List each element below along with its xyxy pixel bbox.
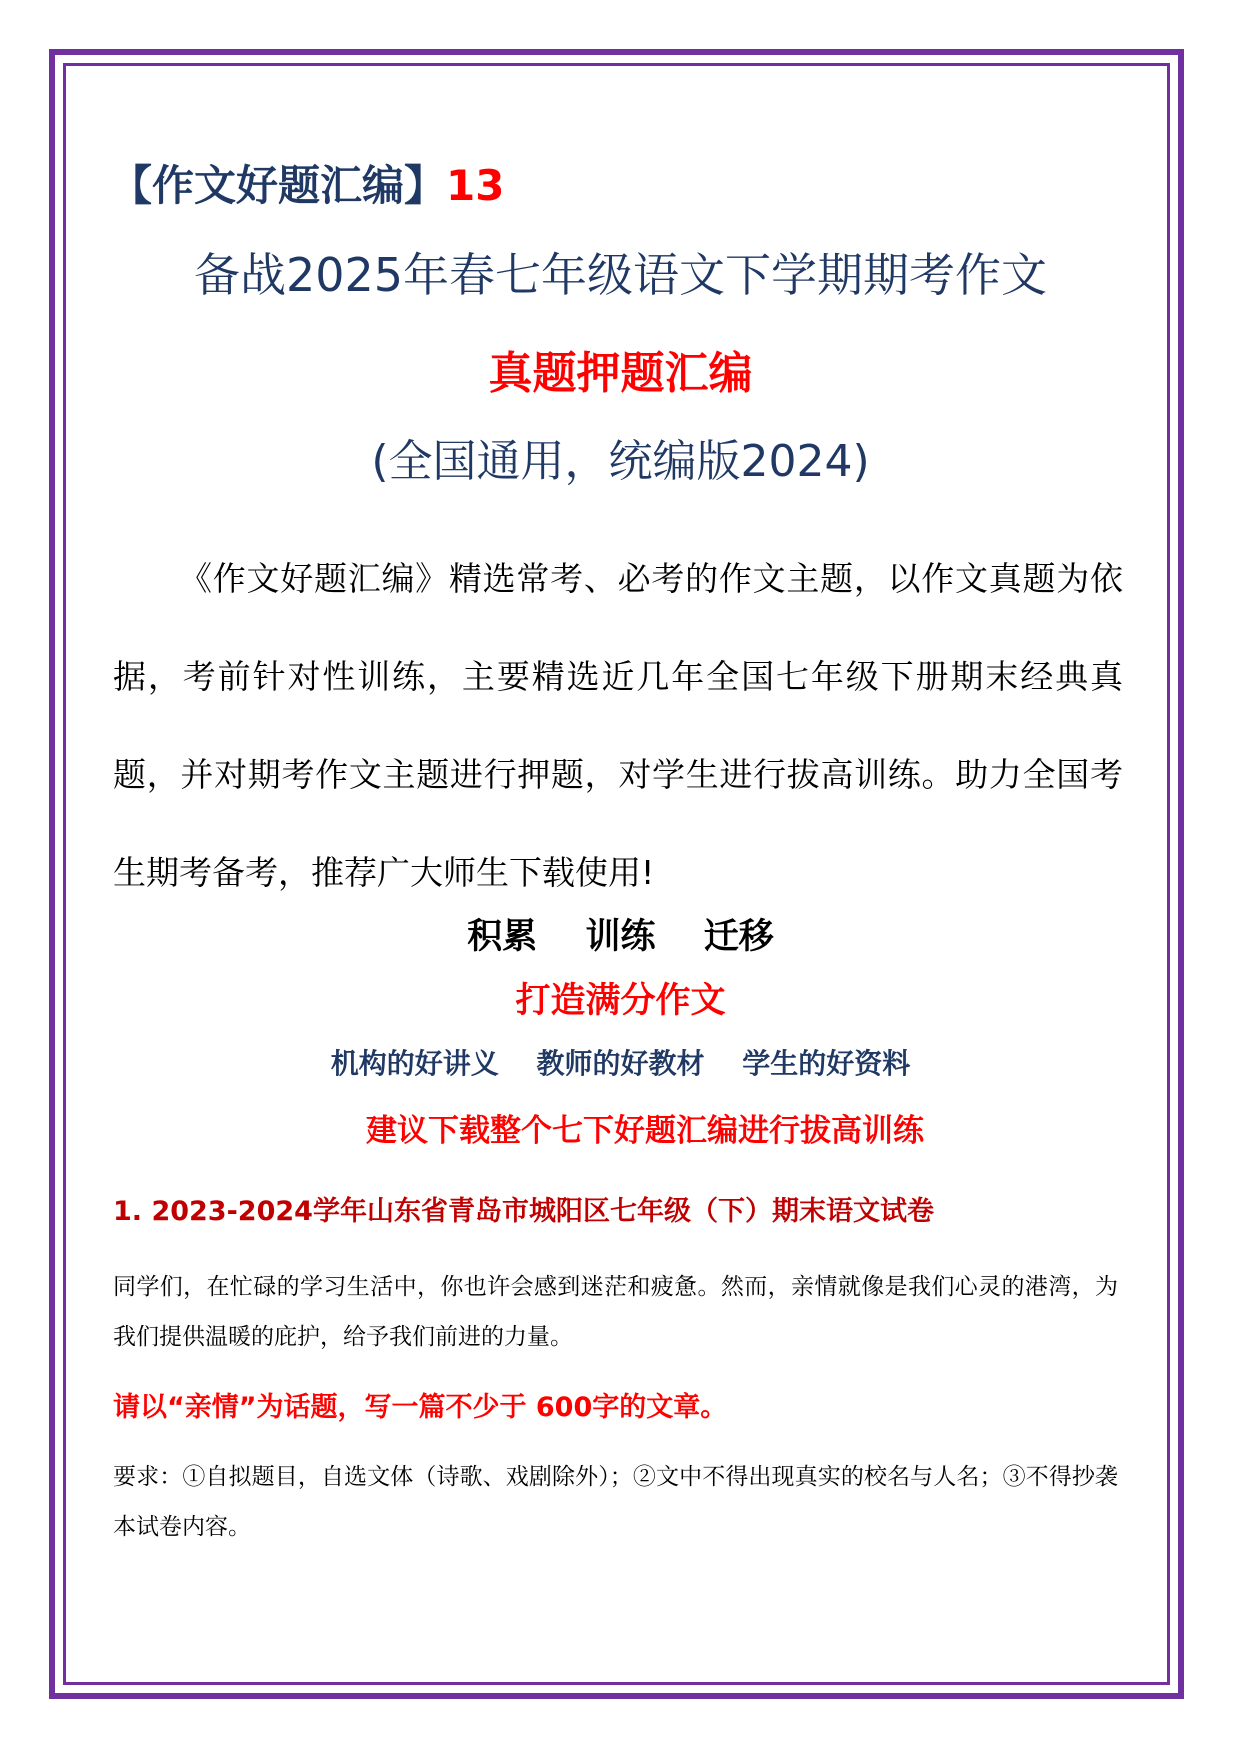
question-requirements: 要求：①自拟题目，自选文体（诗歌、戏剧除外）；②文中不得出现真实的校名与人名；③不得抄袭本试卷内容。 <box>113 1464 1118 1540</box>
question-prompt: 请以“亲情”为话题，写一篇不少于 600字的文章。 <box>113 1392 728 1423</box>
slogan-audience <box>0 1042 1241 1086</box>
slogan-audience-item: 教师的好教材 <box>536 1047 705 1080</box>
series-name: 【作文好题汇编】 <box>110 161 447 210</box>
red-subtitle: 真题押题汇编 <box>488 348 753 399</box>
slogan-keyword: 训练 <box>585 917 656 957</box>
question-body: 同学们，在忙碌的学习生活中，你也许会感到迷茫和疲惫。然而，亲情就像是我们心灵的港湾，为我们提供温暖的庇护，给予我们前进的力量。 <box>113 1274 1118 1350</box>
slogan-keyword: 迁移 <box>703 917 774 957</box>
slogan-keywords <box>0 912 1241 962</box>
series-number: 13 <box>446 161 505 210</box>
intro-paragraph: 《作文好题汇编》精选常考、必考的作文主题，以作文真题为依据，考前针对性训练，主要精选近几年全国七年级下册期末经典真题，并对期考作文主题进行押题，对学生进行拔高训练。助力全国考生期考备考，推荐广大师生下载使用! <box>113 559 1123 892</box>
download-suggestion: 建议下载整个七下好题汇编进行拔高训练 <box>366 1113 924 1149</box>
question-title: 1. 2023-2024学年山东省青岛市城阳区七年级（下）期末语文试卷 <box>113 1196 934 1227</box>
slogan-audience-item: 学生的好资料 <box>742 1047 911 1080</box>
slogan-keyword: 积累 <box>467 917 538 957</box>
main-title: 备战2025年春七年级语文下学期期考作文 <box>193 248 1048 302</box>
series-title <box>110 158 504 214</box>
slogan-full-score: 打造满分作文 <box>515 981 726 1021</box>
blue-subtitle: (全国通用，统编版2024) <box>371 436 870 487</box>
slogan-audience-item: 机构的好讲义 <box>330 1047 499 1080</box>
